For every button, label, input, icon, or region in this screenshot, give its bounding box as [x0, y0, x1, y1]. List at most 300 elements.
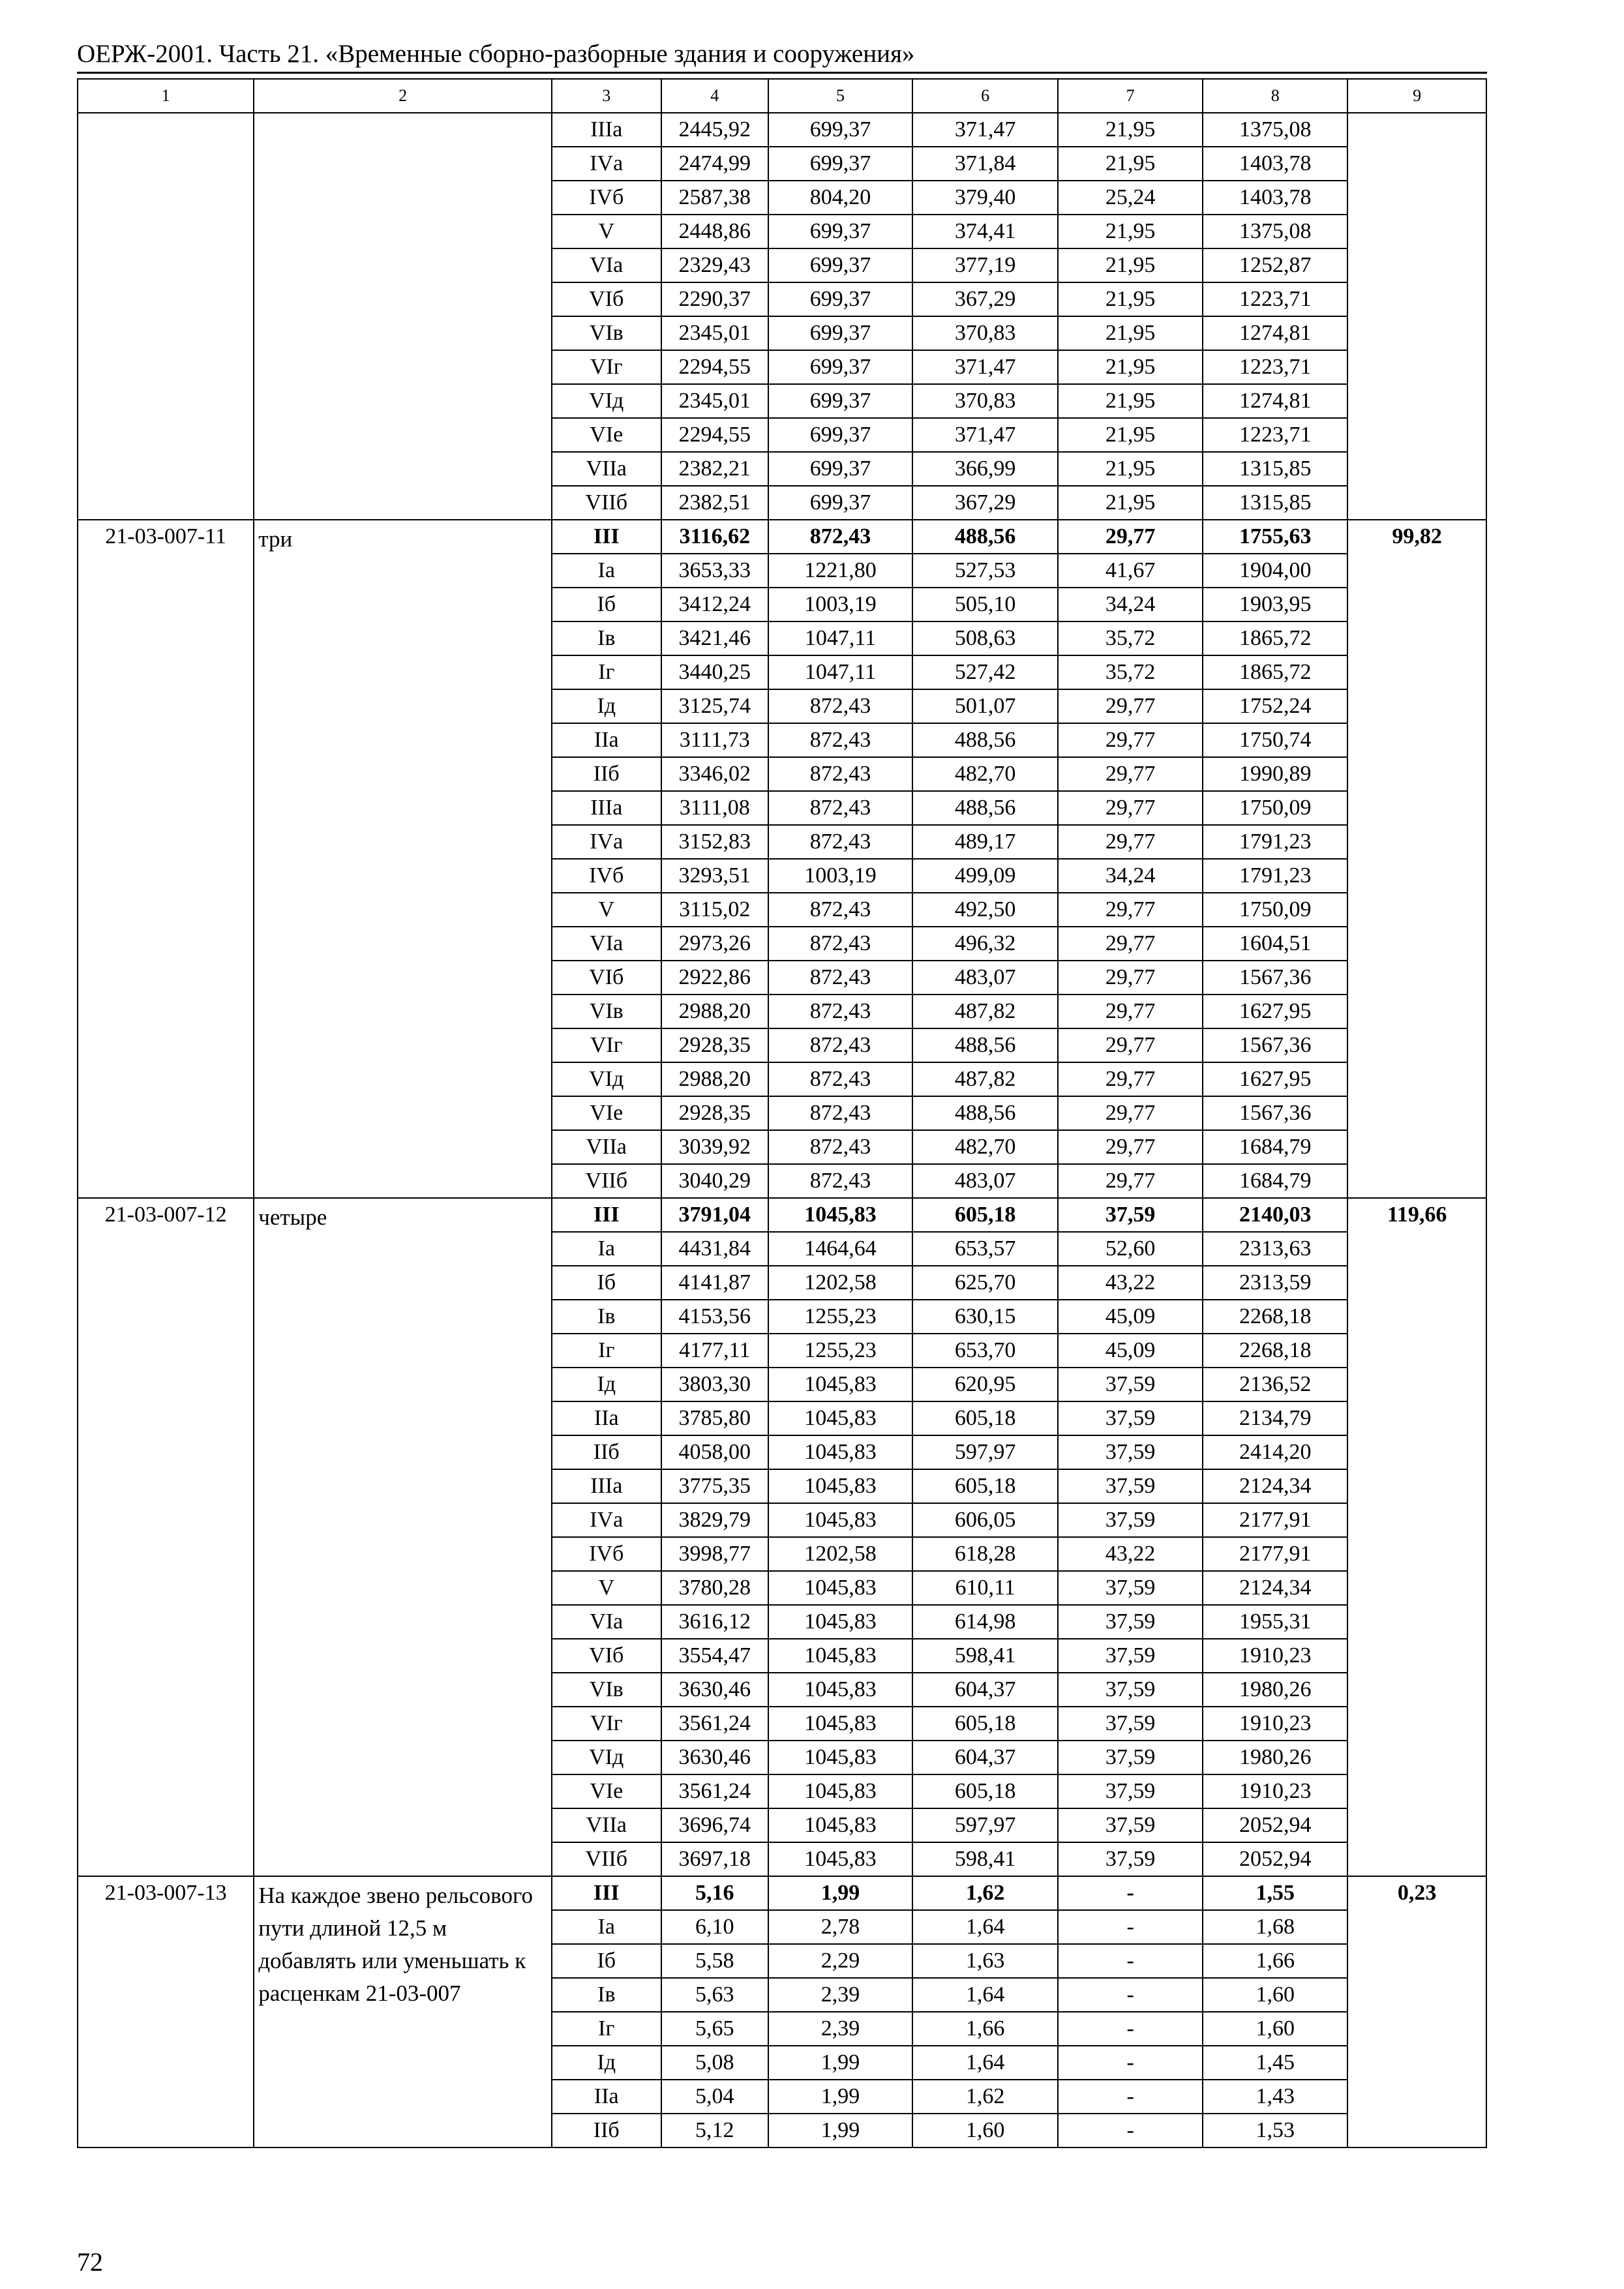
value-cell: 2052,94 [1203, 1842, 1347, 1876]
value-cell: 1274,81 [1203, 316, 1347, 350]
value-cell: 1,60 [1203, 1978, 1347, 2012]
value-cell: 2268,18 [1203, 1334, 1347, 1368]
value-cell: VIд [552, 384, 661, 418]
value-cell: 1223,71 [1203, 282, 1347, 316]
value-cell: V [552, 215, 661, 248]
value-cell: 34,24 [1058, 588, 1203, 621]
value-cell: 2268,18 [1203, 1300, 1347, 1334]
value-cell: VIIб [552, 1842, 661, 1876]
value-cell: 618,28 [912, 1537, 1058, 1571]
code-cell: 21-03-007-11 [78, 520, 254, 1198]
value-cell: 37,59 [1058, 1639, 1203, 1673]
value-cell: 21,95 [1058, 350, 1203, 384]
value-cell: 489,17 [912, 825, 1058, 859]
value-cell: 3125,74 [661, 689, 768, 723]
value-cell: 2474,99 [661, 147, 768, 181]
value-cell: 1045,83 [768, 1808, 912, 1842]
value-cell: 21,95 [1058, 384, 1203, 418]
value-cell: Iб [552, 1944, 661, 1978]
value-cell: 37,59 [1058, 1605, 1203, 1639]
value-cell: 488,56 [912, 791, 1058, 825]
value-cell: 2,39 [768, 2012, 912, 2046]
value-cell: 3829,79 [661, 1503, 768, 1537]
value-cell: 1047,11 [768, 621, 912, 655]
value-cell: 43,22 [1058, 1537, 1203, 1571]
value-cell: 1045,83 [768, 1673, 912, 1707]
value-cell: VIв [552, 316, 661, 350]
value-cell: Iа [552, 554, 661, 588]
value-cell: VIб [552, 1639, 661, 1673]
value-cell: 1,64 [912, 1978, 1058, 2012]
value-cell: 872,43 [768, 995, 912, 1028]
value-cell: 6,10 [661, 1910, 768, 1944]
value-cell: 699,37 [768, 384, 912, 418]
value-cell: 3040,29 [661, 1164, 768, 1198]
value-cell: 2587,38 [661, 181, 768, 215]
hours-cell [1347, 113, 1486, 520]
value-cell: 2124,34 [1203, 1469, 1347, 1503]
value-cell: 1,45 [1203, 2046, 1347, 2080]
value-cell: 1,66 [912, 2012, 1058, 2046]
value-cell: 25,24 [1058, 181, 1203, 215]
value-cell: 483,07 [912, 961, 1058, 995]
value-cell: 699,37 [768, 147, 912, 181]
value-cell: 598,41 [912, 1842, 1058, 1876]
value-cell: 1,64 [912, 2046, 1058, 2080]
value-cell: 41,67 [1058, 554, 1203, 588]
column-number: 6 [912, 79, 1058, 113]
value-cell: 1,60 [912, 2114, 1058, 2147]
value-cell: 1202,58 [768, 1537, 912, 1571]
value-cell: 21,95 [1058, 452, 1203, 486]
value-cell: 3791,04 [661, 1198, 768, 1232]
value-cell: 5,58 [661, 1944, 768, 1978]
value-cell: 1045,83 [768, 1774, 912, 1808]
value-cell: VIб [552, 282, 661, 316]
value-cell: 29,77 [1058, 1062, 1203, 1096]
table-row [78, 1876, 1486, 1910]
value-cell: 1255,23 [768, 1334, 912, 1368]
value-cell: 2177,91 [1203, 1503, 1347, 1537]
value-cell: 2,78 [768, 1910, 912, 1944]
value-cell: 37,59 [1058, 1741, 1203, 1774]
value-cell: IIб [552, 2114, 661, 2147]
value-cell: 37,59 [1058, 1368, 1203, 1401]
value-cell: 699,37 [768, 282, 912, 316]
hours-cell: 99,82 [1347, 520, 1486, 1198]
value-cell: 29,77 [1058, 1096, 1203, 1130]
value-cell: 1865,72 [1203, 655, 1347, 689]
value-cell: 3803,30 [661, 1368, 768, 1401]
value-cell: 699,37 [768, 215, 912, 248]
value-cell: 1464,64 [768, 1232, 912, 1266]
value-cell: - [1058, 1944, 1203, 1978]
value-cell: 3780,28 [661, 1571, 768, 1605]
value-cell: 2382,21 [661, 452, 768, 486]
value-cell: 1604,51 [1203, 927, 1347, 961]
value-cell: 872,43 [768, 1130, 912, 1164]
value-cell: 598,41 [912, 1639, 1058, 1673]
value-cell: 2,29 [768, 1944, 912, 1978]
value-cell: 3554,47 [661, 1639, 768, 1673]
value-cell: 630,15 [912, 1300, 1058, 1334]
value-cell: 508,63 [912, 621, 1058, 655]
value-cell: VIа [552, 1605, 661, 1639]
value-cell: 872,43 [768, 825, 912, 859]
value-cell: 3039,92 [661, 1130, 768, 1164]
value-cell: 5,65 [661, 2012, 768, 2046]
column-number: 4 [661, 79, 768, 113]
value-cell: 604,37 [912, 1673, 1058, 1707]
value-cell: 1045,83 [768, 1741, 912, 1774]
value-cell: 872,43 [768, 1028, 912, 1062]
value-cell: VIе [552, 1774, 661, 1808]
value-cell: 1045,83 [768, 1368, 912, 1401]
value-cell: 605,18 [912, 1401, 1058, 1435]
column-number: 7 [1058, 79, 1203, 113]
value-cell: 597,97 [912, 1435, 1058, 1469]
value-cell: 1,99 [768, 1876, 912, 1910]
value-cell: Iб [552, 588, 661, 621]
value-cell: 2922,86 [661, 961, 768, 995]
value-cell: 872,43 [768, 689, 912, 723]
value-cell: 3152,83 [661, 825, 768, 859]
value-cell: 1791,23 [1203, 825, 1347, 859]
value-cell: 379,40 [912, 181, 1058, 215]
value-cell: 1202,58 [768, 1266, 912, 1300]
value-cell: 482,70 [912, 1130, 1058, 1164]
value-cell: 21,95 [1058, 282, 1203, 316]
value-cell: 653,70 [912, 1334, 1058, 1368]
value-cell: 29,77 [1058, 1164, 1203, 1198]
value-cell: 1865,72 [1203, 621, 1347, 655]
value-cell: IIIа [552, 791, 661, 825]
value-cell: 29,77 [1058, 1028, 1203, 1062]
value-cell: 2140,03 [1203, 1198, 1347, 1232]
value-cell: 487,82 [912, 1062, 1058, 1096]
value-cell: 699,37 [768, 248, 912, 282]
value-cell: 483,07 [912, 1164, 1058, 1198]
value-cell: IVа [552, 825, 661, 859]
value-cell: 37,59 [1058, 1808, 1203, 1842]
value-cell: 3116,62 [661, 520, 768, 554]
value-cell: 1403,78 [1203, 181, 1347, 215]
value-cell: 1,63 [912, 1944, 1058, 1978]
value-cell: 1,99 [768, 2114, 912, 2147]
value-cell: 605,18 [912, 1774, 1058, 1808]
value-cell: IIIа [552, 113, 661, 147]
value-cell: III [552, 1198, 661, 1232]
value-cell: - [1058, 2012, 1203, 2046]
value-cell: 3653,33 [661, 554, 768, 588]
hours-cell: 0,23 [1347, 1876, 1486, 2147]
value-cell: 492,50 [912, 893, 1058, 927]
value-cell: 45,09 [1058, 1300, 1203, 1334]
table-body [78, 79, 1486, 2147]
value-cell: 2294,55 [661, 350, 768, 384]
value-cell: 3785,80 [661, 1401, 768, 1435]
value-cell: 2973,26 [661, 927, 768, 961]
value-cell: 872,43 [768, 757, 912, 791]
value-cell: 21,95 [1058, 248, 1203, 282]
value-cell: 3111,73 [661, 723, 768, 757]
value-cell: 4431,84 [661, 1232, 768, 1266]
table-row [78, 113, 1486, 147]
value-cell: 3630,46 [661, 1741, 768, 1774]
value-cell: VIIб [552, 1164, 661, 1198]
value-cell: 21,95 [1058, 486, 1203, 520]
value-cell: 1567,36 [1203, 1028, 1347, 1062]
value-cell: 482,70 [912, 757, 1058, 791]
value-cell: 2988,20 [661, 995, 768, 1028]
value-cell: Iа [552, 1910, 661, 1944]
value-cell: 872,43 [768, 1164, 912, 1198]
value-cell: 4153,56 [661, 1300, 768, 1334]
value-cell: 653,57 [912, 1232, 1058, 1266]
value-cell: 1274,81 [1203, 384, 1347, 418]
value-cell: III [552, 1876, 661, 1910]
value-cell: 2345,01 [661, 316, 768, 350]
value-cell: 1,53 [1203, 2114, 1347, 2147]
value-cell: 37,59 [1058, 1707, 1203, 1741]
value-cell: 2988,20 [661, 1062, 768, 1096]
value-cell: VIд [552, 1062, 661, 1096]
value-cell: VIIа [552, 1808, 661, 1842]
value-cell: 1903,95 [1203, 588, 1347, 621]
value-cell: 488,56 [912, 1028, 1058, 1062]
value-cell: 1684,79 [1203, 1164, 1347, 1198]
value-cell: 3561,24 [661, 1774, 768, 1808]
value-cell: VIIа [552, 1130, 661, 1164]
value-cell: 21,95 [1058, 215, 1203, 248]
value-cell: 37,59 [1058, 1774, 1203, 1808]
value-cell: VIб [552, 961, 661, 995]
value-cell: 1045,83 [768, 1639, 912, 1673]
value-cell: 1045,83 [768, 1435, 912, 1469]
value-cell: 1,62 [912, 1876, 1058, 1910]
value-cell: Iг [552, 655, 661, 689]
value-cell: 1003,19 [768, 588, 912, 621]
value-cell: 699,37 [768, 418, 912, 452]
value-cell: 605,18 [912, 1707, 1058, 1741]
value-cell: 872,43 [768, 723, 912, 757]
value-cell: - [1058, 1876, 1203, 1910]
column-number: 9 [1347, 79, 1486, 113]
value-cell: - [1058, 2080, 1203, 2114]
value-cell: 1567,36 [1203, 961, 1347, 995]
value-cell: 1223,71 [1203, 350, 1347, 384]
value-cell: 371,47 [912, 418, 1058, 452]
value-cell: Iг [552, 1334, 661, 1368]
value-cell: 2345,01 [661, 384, 768, 418]
value-cell: 1045,83 [768, 1401, 912, 1435]
value-cell: 5,08 [661, 2046, 768, 2080]
value-cell: 488,56 [912, 723, 1058, 757]
value-cell: 29,77 [1058, 961, 1203, 995]
value-cell: 1375,08 [1203, 113, 1347, 147]
value-cell: 1315,85 [1203, 452, 1347, 486]
value-cell: 872,43 [768, 791, 912, 825]
value-cell: Iг [552, 2012, 661, 2046]
name-cell [254, 113, 552, 520]
value-cell: 527,42 [912, 655, 1058, 689]
value-cell: Iд [552, 2046, 661, 2080]
table-row [78, 520, 1486, 554]
value-cell: 1045,83 [768, 1198, 912, 1232]
value-cell: 5,63 [661, 1978, 768, 2012]
value-cell: VIIб [552, 486, 661, 520]
value-cell: 2177,91 [1203, 1537, 1347, 1571]
value-cell: 1045,83 [768, 1605, 912, 1639]
column-number-row [78, 79, 1486, 113]
value-cell: 2134,79 [1203, 1401, 1347, 1435]
value-cell: 3293,51 [661, 859, 768, 893]
value-cell: - [1058, 2046, 1203, 2080]
value-cell: 872,43 [768, 927, 912, 961]
value-cell: 37,59 [1058, 1842, 1203, 1876]
value-cell: 1791,23 [1203, 859, 1347, 893]
value-cell: 3616,12 [661, 1605, 768, 1639]
value-cell: 605,18 [912, 1469, 1058, 1503]
value-cell: 371,84 [912, 147, 1058, 181]
code-cell: 21-03-007-13 [78, 1876, 254, 2147]
page-number: 72 [77, 2247, 103, 2277]
value-cell: V [552, 893, 661, 927]
value-cell: IIа [552, 2080, 661, 2114]
value-cell: 505,10 [912, 588, 1058, 621]
value-cell: 1,64 [912, 1910, 1058, 1944]
value-cell: IVб [552, 181, 661, 215]
value-cell: 43,22 [1058, 1266, 1203, 1300]
value-cell: 371,47 [912, 113, 1058, 147]
value-cell: 21,95 [1058, 147, 1203, 181]
value-cell: 29,77 [1058, 520, 1203, 554]
value-cell: 872,43 [768, 520, 912, 554]
header-rule [77, 72, 1487, 74]
value-cell: 4177,11 [661, 1334, 768, 1368]
value-cell: 597,97 [912, 1808, 1058, 1842]
value-cell: 2445,92 [661, 113, 768, 147]
value-cell: 487,82 [912, 995, 1058, 1028]
value-cell: 1,66 [1203, 1944, 1347, 1978]
value-cell: 37,59 [1058, 1401, 1203, 1435]
value-cell: 699,37 [768, 486, 912, 520]
value-cell: 699,37 [768, 113, 912, 147]
value-cell: 1904,00 [1203, 554, 1347, 588]
value-cell: IIб [552, 1435, 661, 1469]
value-cell: 370,83 [912, 316, 1058, 350]
value-cell: 2313,63 [1203, 1232, 1347, 1266]
name-cell: На каждое звено рельсового пути длиной 12,5 м добавлять или уменьшать к расценкам 21-03-007 [254, 1876, 552, 2147]
value-cell: 1627,95 [1203, 995, 1347, 1028]
value-cell: 625,70 [912, 1266, 1058, 1300]
value-cell: 2928,35 [661, 1028, 768, 1062]
value-cell: IVа [552, 147, 661, 181]
value-cell: IVб [552, 859, 661, 893]
value-cell: 1255,23 [768, 1300, 912, 1334]
value-cell: 29,77 [1058, 791, 1203, 825]
value-cell: 52,60 [1058, 1232, 1203, 1266]
value-cell: 35,72 [1058, 655, 1203, 689]
value-cell: 1567,36 [1203, 1096, 1347, 1130]
value-cell: 5,12 [661, 2114, 768, 2147]
column-number: 5 [768, 79, 912, 113]
value-cell: 2290,37 [661, 282, 768, 316]
value-cell: VIг [552, 1707, 661, 1741]
value-cell: 1752,24 [1203, 689, 1347, 723]
name-cell: четыре [254, 1198, 552, 1876]
value-cell: VIIа [552, 452, 661, 486]
code-cell [78, 113, 254, 520]
value-cell: 1955,31 [1203, 1605, 1347, 1639]
value-cell: 1,43 [1203, 2080, 1347, 2114]
value-cell: 1,99 [768, 2046, 912, 2080]
value-cell: 872,43 [768, 961, 912, 995]
value-cell: 610,11 [912, 1571, 1058, 1605]
value-cell: Iд [552, 1368, 661, 1401]
value-cell: 1,55 [1203, 1876, 1347, 1910]
value-cell: 3696,74 [661, 1808, 768, 1842]
value-cell: IIб [552, 757, 661, 791]
code-cell: 21-03-007-12 [78, 1198, 254, 1876]
value-cell: 1,62 [912, 2080, 1058, 2114]
value-cell: 614,98 [912, 1605, 1058, 1639]
value-cell: 1980,26 [1203, 1741, 1347, 1774]
value-cell: 3998,77 [661, 1537, 768, 1571]
value-cell: Iв [552, 1978, 661, 2012]
value-cell: 699,37 [768, 452, 912, 486]
value-cell: 1315,85 [1203, 486, 1347, 520]
value-cell: 488,56 [912, 520, 1058, 554]
value-cell: 2329,43 [661, 248, 768, 282]
value-cell: 35,72 [1058, 621, 1203, 655]
value-cell: - [1058, 1910, 1203, 1944]
value-cell: 37,59 [1058, 1469, 1203, 1503]
value-cell: 1627,95 [1203, 1062, 1347, 1096]
value-cell: 367,29 [912, 486, 1058, 520]
column-number: 1 [78, 79, 254, 113]
value-cell: 4141,87 [661, 1266, 768, 1300]
value-cell: 1910,23 [1203, 1639, 1347, 1673]
value-cell: VIг [552, 1028, 661, 1062]
value-cell: 3697,18 [661, 1842, 768, 1876]
value-cell: Iв [552, 1300, 661, 1334]
value-cell: 1684,79 [1203, 1130, 1347, 1164]
value-cell: 3412,24 [661, 588, 768, 621]
value-cell: 3111,08 [661, 791, 768, 825]
value-cell: 37,59 [1058, 1673, 1203, 1707]
value-cell: 2124,34 [1203, 1571, 1347, 1605]
value-cell: VIв [552, 1673, 661, 1707]
value-cell: 29,77 [1058, 995, 1203, 1028]
value-cell: - [1058, 2114, 1203, 2147]
value-cell: 1403,78 [1203, 147, 1347, 181]
value-cell: IVа [552, 1503, 661, 1537]
value-cell: 366,99 [912, 452, 1058, 486]
value-cell: 1980,26 [1203, 1673, 1347, 1707]
value-cell: 29,77 [1058, 1130, 1203, 1164]
value-cell: 606,05 [912, 1503, 1058, 1537]
value-cell: 29,77 [1058, 893, 1203, 927]
name-cell: три [254, 520, 552, 1198]
value-cell: 1,68 [1203, 1910, 1347, 1944]
value-cell: 1045,83 [768, 1842, 912, 1876]
value-cell: 370,83 [912, 384, 1058, 418]
value-cell: 2414,20 [1203, 1435, 1347, 1469]
value-cell: 2382,51 [661, 486, 768, 520]
value-cell: 872,43 [768, 1062, 912, 1096]
value-cell: 2448,86 [661, 215, 768, 248]
